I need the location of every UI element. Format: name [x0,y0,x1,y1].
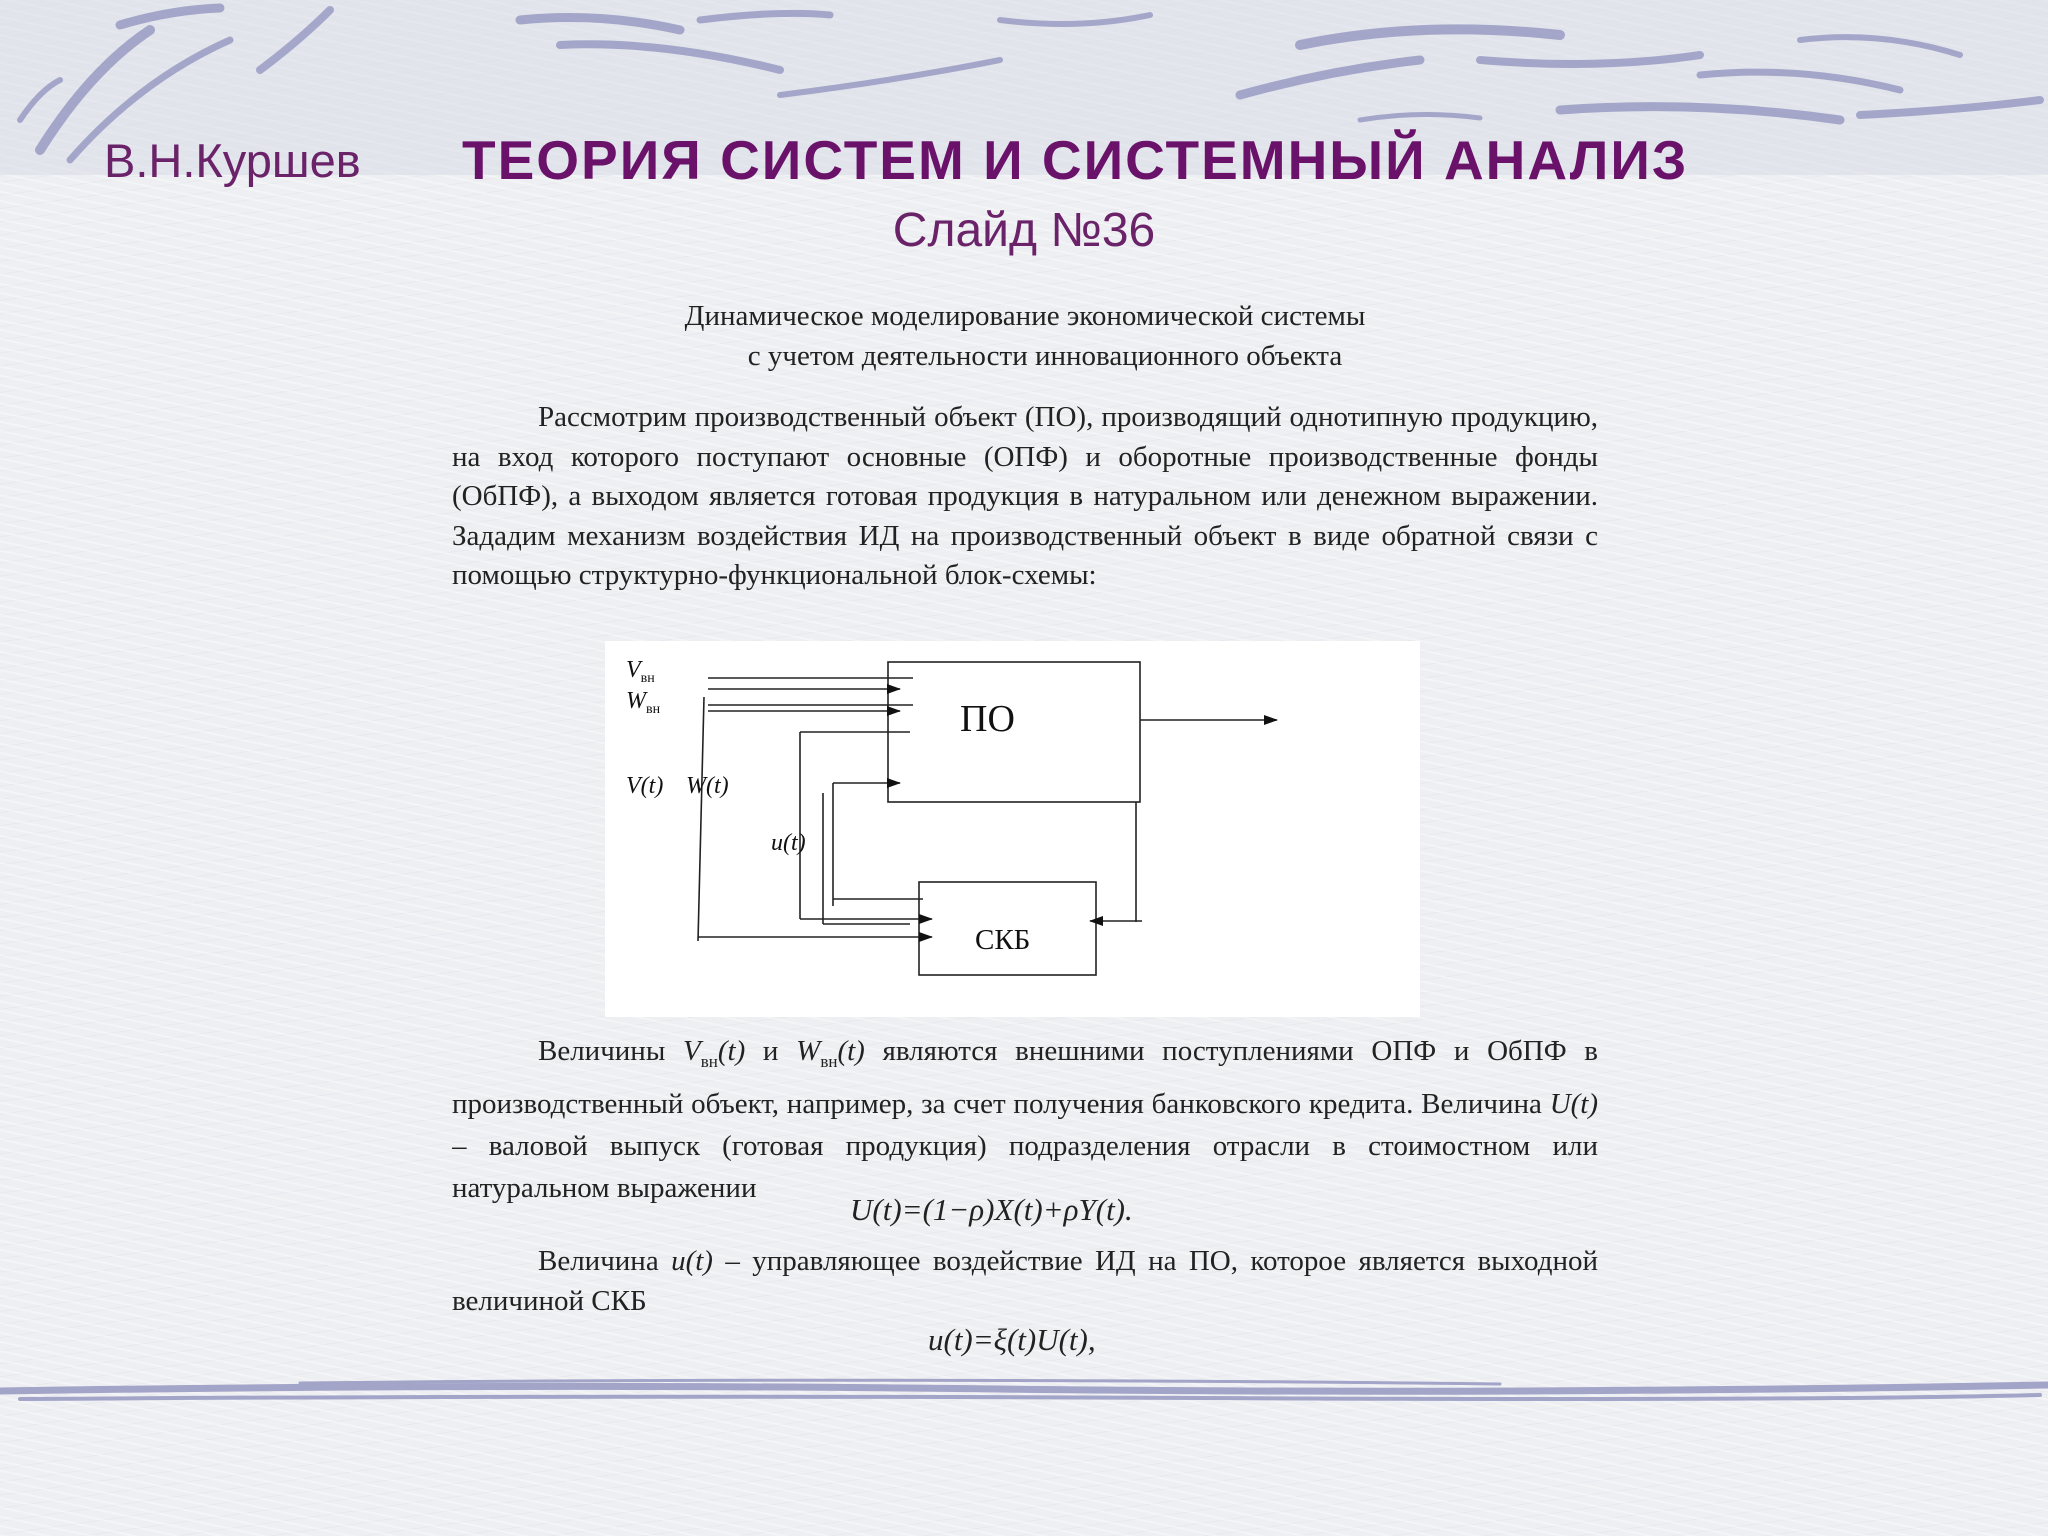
p3-u-symbol: u(t) [671,1245,713,1277]
p2-text4: – валовой выпуск (готовая продукция) подразделения отрасли в стоимостном или натуральном выражении [452,1129,1598,1204]
block-skb-label: СКБ [975,924,1031,956]
p2-text3: являются внешними поступлениями ОПФ и ОбПФ в производственный объект, например, за счет получения банковского кредита. Величина [452,1035,1598,1120]
document-title-line1: Динамическое моделирование экономической системы [684,300,1366,332]
p2-v-sym: V [683,1035,701,1067]
block-diagram [605,641,1420,1017]
label-w-sub: вн [646,702,661,717]
p2-w-sub: вн [820,1051,838,1071]
p2-v-sub: вн [700,1051,718,1071]
label-w-sym: W [626,688,646,714]
paragraph-control [452,1242,1598,1321]
slide-title: ТЕОРИЯ СИСТЕМ И СИСТЕМНЫЙ АНАЛИЗ [462,129,1689,191]
label-wt: W(t) [686,773,729,799]
formula-output: U(t)=(1−ρ)X(t)+ρY(t). [850,1192,1133,1227]
document-title [452,296,1598,376]
slide-number-text: Слайд №36 [892,204,1156,257]
paragraph-values [452,1030,1598,1209]
p2-w-arg: (t) [837,1035,865,1067]
p2-text1: Величины [538,1035,666,1067]
label-v-sym: V [626,657,641,683]
p2-w-sym: W [796,1035,821,1067]
author-name: В.Н.Куршев [104,134,361,187]
document-title-line2: с учетом деятельности инновационного объекта [747,340,1343,372]
p3-text1: Величина [538,1245,659,1277]
p2-v-symbol [683,1035,746,1071]
label-v-ext [626,657,655,686]
footer-decoration [0,1365,2048,1425]
label-vt: V(t) [626,773,664,799]
paragraph-intro: Рассмотрим производственный объект (ПО), производящий однотипную продукцию, на вход которого поступают основные (ОПФ) и оборотные производственные фонды (ОбПФ), а выходом является готовая продукция в натуральном или денежном выражении. Зададим механизм воздействия ИД на производственный объект в виде обратной связи с помощью структурно-функциональной блок-схемы: [452,401,1598,591]
p2-u-symbol: U(t) [1549,1087,1598,1120]
slide-number [0,203,2048,258]
block-po-label: ПО [960,698,1015,740]
p2-text2: и [762,1035,779,1067]
p3-text2: – управляющее воздействие ИД на ПО, которое является выходной величиной СКБ [452,1245,1598,1317]
label-w-ext [626,688,661,717]
formula-control: u(t)=ξ(t)U(t), [928,1322,1096,1357]
label-ut: u(t) [771,830,806,856]
label-v-sub: вн [640,671,655,686]
p2-v-arg: (t) [717,1035,746,1067]
p2-w-symbol [796,1035,865,1071]
